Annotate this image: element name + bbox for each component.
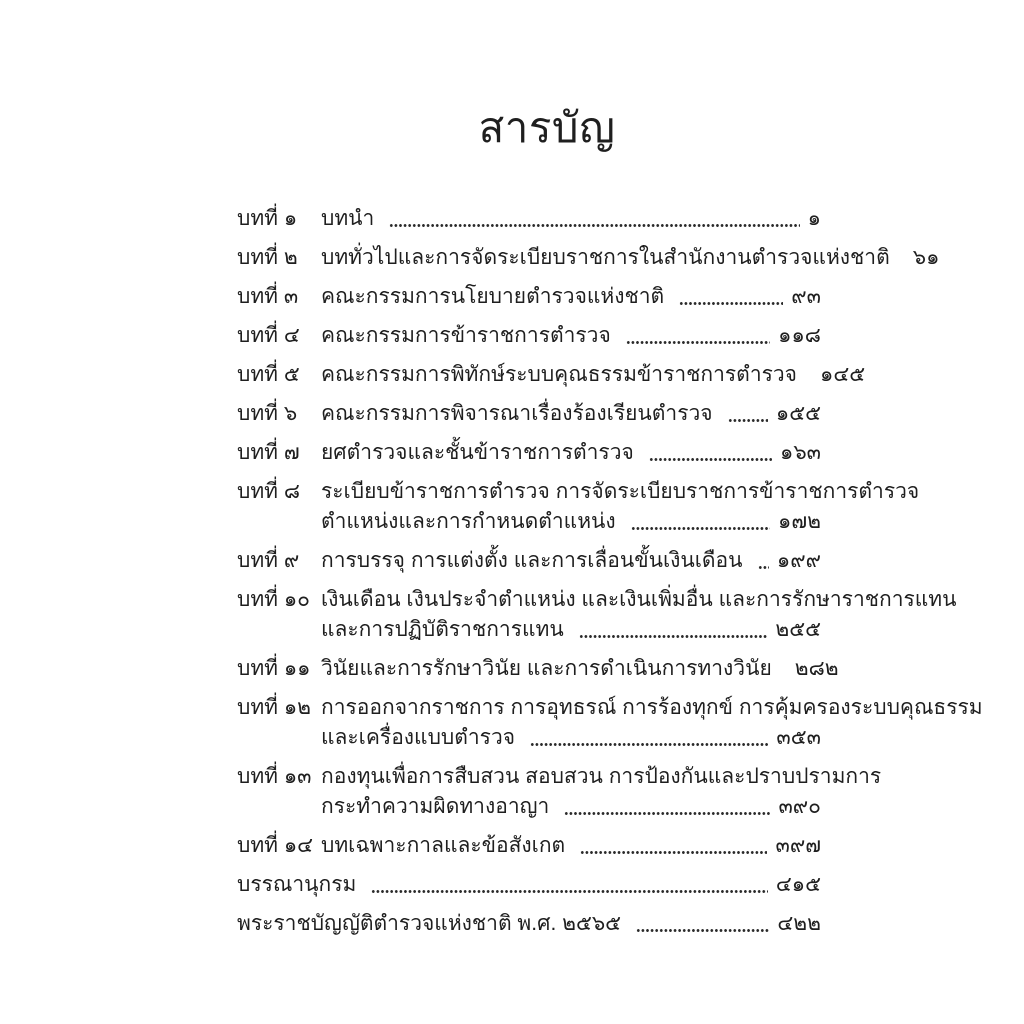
page-number: ๑๖๓ [779, 441, 821, 464]
chapter-label: บทที่ ๑๔ [237, 834, 314, 857]
dot-leader [758, 546, 769, 576]
toc-entry [321, 204, 821, 234]
dot-leader [636, 909, 769, 939]
page-number: ๑๙๙ [776, 549, 821, 572]
toc-entry-line [321, 615, 821, 645]
dot-leader [580, 831, 767, 861]
toc-row [237, 360, 866, 390]
toc-entry [321, 399, 821, 429]
chapter-label: บทที่ ๓ [237, 285, 299, 308]
chapter-label: บทที่ ๑ [237, 207, 298, 230]
chapter-title: บรรณานุกรม [237, 873, 357, 896]
toc-entry-line [321, 321, 821, 351]
toc-entry [321, 243, 940, 273]
toc-row [237, 831, 821, 861]
chapter-label: บทที่ ๘ [237, 480, 301, 503]
chapter-title: เงินเดือน เงินประจำตำแหน่ง และเงินเพิ่มอื่น และการรักษาราชการแทน [321, 588, 957, 611]
toc-entry-line [237, 870, 821, 900]
toc-entry-line [321, 585, 957, 615]
page-number: ๑๗๒ [778, 510, 821, 533]
toc-entry [237, 870, 821, 900]
toc-row [237, 654, 839, 684]
page-number: ๓๙๐ [778, 795, 821, 818]
toc-entry [237, 909, 821, 939]
toc-row [237, 546, 821, 576]
chapter-title: การบรรจุ การแต่งตั้ง และการเลื่อนขั้นเงินเดือน [321, 549, 743, 572]
dot-leader [579, 615, 768, 645]
chapter-title: คณะกรรมการนโยบายตำรวจแห่งชาติ [321, 285, 665, 308]
dot-leader [631, 507, 770, 537]
chapter-title: คณะกรรมการข้าราชการตำรวจ [321, 324, 611, 347]
chapter-title: และเครื่องแบบตำรวจ [321, 726, 516, 749]
toc-entry-line [321, 204, 821, 234]
toc-row [237, 909, 821, 939]
toc-row [237, 204, 821, 234]
page-number: ๓๙๗ [775, 834, 821, 857]
toc-entry-line [321, 723, 821, 753]
toc-entry-line [321, 507, 821, 537]
toc-entry-line [321, 477, 920, 507]
toc-entry [321, 585, 957, 645]
toc-entry-line [321, 762, 882, 792]
chapter-label: บทที่ ๕ [237, 363, 300, 386]
toc-entry-line [321, 654, 839, 684]
page-number: ๓๕๓ [776, 726, 821, 749]
toc-entry [321, 762, 882, 822]
chapter-title: ยศตำรวจและชั้นข้าราชการตำรวจ [321, 441, 634, 464]
toc-entry-line [321, 792, 821, 822]
toc-entry-line [321, 282, 821, 312]
chapter-label: บทที่ ๖ [237, 402, 298, 425]
chapter-label: บทที่ ๗ [237, 441, 300, 464]
toc-entry [321, 321, 821, 351]
toc-entry [321, 693, 983, 753]
toc-entry-line [321, 438, 821, 468]
toc-row [237, 870, 821, 900]
chapter-title: บททั่วไปและการจัดระเบียบราชการในสำนักงานตำรวจแห่งชาติ [321, 246, 890, 269]
chapter-label: บทที่ ๒ [237, 246, 298, 269]
chapter-label: บทที่ ๑๑ [237, 657, 311, 680]
toc-row [237, 243, 940, 273]
toc-entry-line [321, 360, 866, 390]
chapter-title: บทเฉพาะกาลและข้อสังเกต [321, 834, 566, 857]
toc-list [237, 204, 983, 939]
toc-row [237, 321, 821, 351]
toc-entry [321, 654, 839, 684]
page-number: ๔๑๕ [775, 873, 821, 896]
dot-leader [564, 792, 770, 822]
chapter-title: คณะกรรมการพิทักษ์ระบบคุณธรรมข้าราชการตำรวจ [321, 363, 797, 386]
dot-leader [728, 399, 768, 429]
page-number: ๒๘๒ [794, 657, 839, 680]
toc-entry-line [237, 909, 821, 939]
toc-entry-line [321, 831, 821, 861]
chapter-label: บทที่ ๑๓ [237, 765, 312, 788]
toc-entry [321, 438, 821, 468]
chapter-title: ระเบียบข้าราชการตำรวจ การจัดระเบียบราชการข้าราชการตำรวจ [321, 480, 920, 503]
page-number: ๑๑๘ [778, 324, 821, 347]
chapter-title: การออกจากราชการ การอุทธรณ์ การร้องทุกข์ การคุ้มครองระบบคุณธรรม [321, 696, 983, 719]
toc-entry [321, 831, 821, 861]
dot-leader [626, 321, 770, 351]
page-number: ๙๓ [791, 285, 821, 308]
dot-leader [371, 870, 768, 900]
chapter-title: วินัยและการรักษาวินัย และการดำเนินการทางวินัย [321, 657, 772, 680]
toc-entry-line [321, 399, 821, 429]
toc-row [237, 693, 983, 753]
chapter-title: พระราชบัญญัติตำรวจแห่งชาติ พ.ศ. ๒๕๖๕ [237, 912, 622, 935]
toc-entry [321, 546, 821, 576]
dot-leader [649, 438, 772, 468]
page-number: ๒๕๕ [775, 618, 821, 641]
toc-row [237, 399, 821, 429]
dot-leader [679, 282, 783, 312]
toc-entry [321, 282, 821, 312]
chapter-label: บทที่ ๑๒ [237, 696, 312, 719]
toc-entry [321, 477, 920, 537]
chapter-title: คณะกรรมการพิจารณาเรื่องร้องเรียนตำรวจ [321, 402, 713, 425]
page-number: ๑๕๕ [775, 402, 821, 425]
toc-row [237, 477, 920, 537]
toc-entry-line [321, 693, 983, 723]
chapter-title: บทนำ [321, 207, 375, 230]
toc-row [237, 762, 882, 822]
page-number: ๖๑ [912, 246, 940, 269]
toc-row [237, 438, 821, 468]
toc-entry-line [321, 546, 821, 576]
chapter-label: บทที่ ๔ [237, 324, 300, 347]
page-number: ๔๒๒ [777, 912, 821, 935]
dot-leader [530, 723, 768, 753]
chapter-label: บทที่ ๙ [237, 549, 300, 572]
chapter-title: กระทำความผิดทางอาญา [321, 795, 550, 818]
chapter-title: กองทุนเพื่อการสืบสวน สอบสวน การป้องกันและปราบปรามการ [321, 765, 882, 788]
chapter-label: บทที่ ๑๐ [237, 588, 310, 611]
toc-row [237, 585, 957, 645]
chapter-title: ตำแหน่งและการกำหนดตำแหน่ง [321, 510, 616, 533]
toc-entry [321, 360, 866, 390]
page-number: ๑ [807, 207, 821, 230]
page-number: ๑๔๕ [820, 363, 866, 386]
toc-row [237, 282, 821, 312]
dot-leader [389, 204, 799, 234]
page-title: สารบัญ [478, 104, 616, 151]
toc-entry-line [321, 243, 940, 273]
chapter-title: และการปฏิบัติราชการแทน [321, 618, 564, 641]
